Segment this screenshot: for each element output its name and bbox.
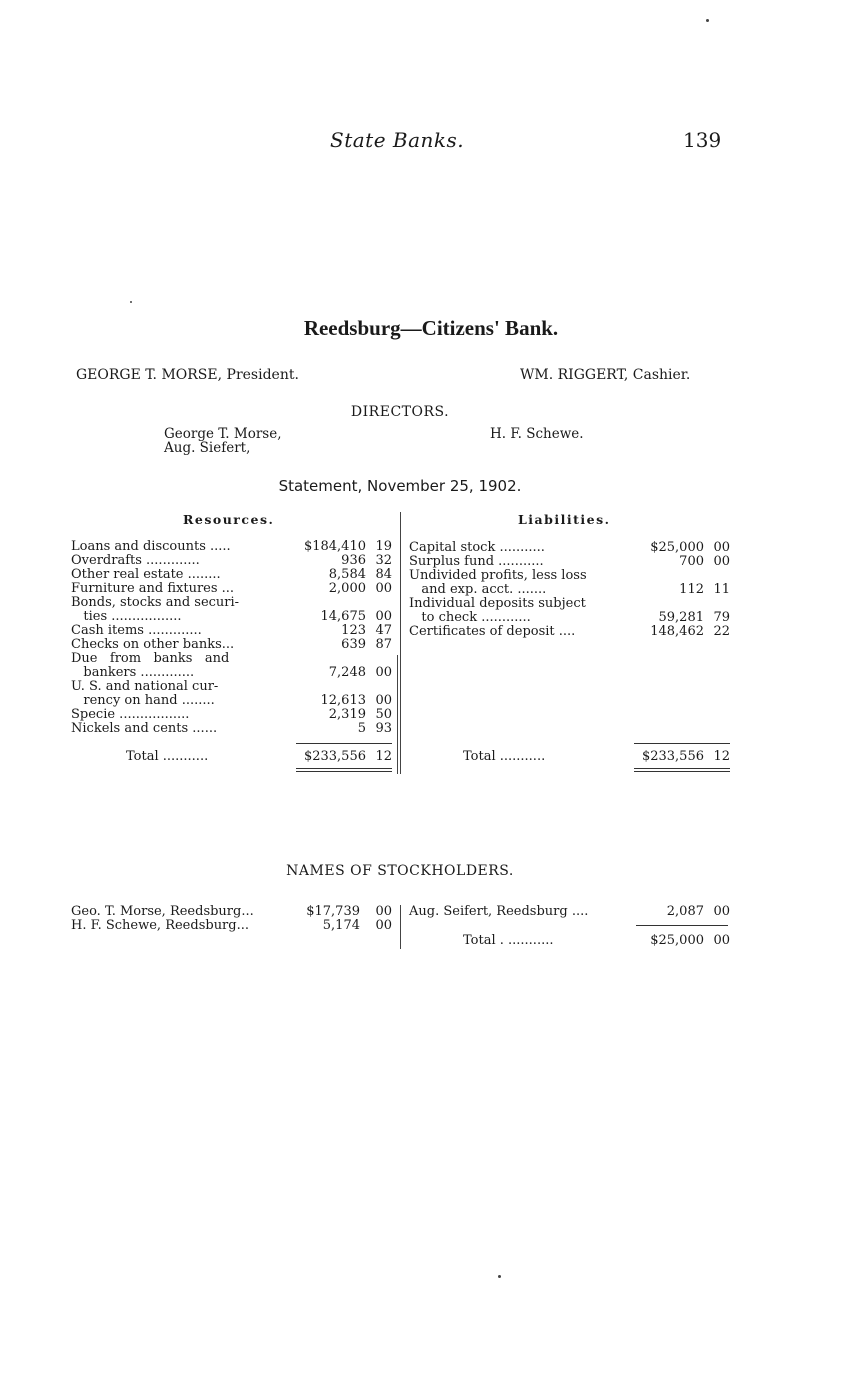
resource-cents: 32 [375, 553, 392, 568]
liability-label: Individual deposits subject [409, 596, 586, 611]
resource-label: U. S. and national cur- [71, 679, 219, 694]
resource-dollars: 12,613 [320, 693, 366, 708]
stockholder-dollars: $17,739 [306, 904, 360, 919]
liability-dollars: 59,281 [658, 610, 704, 625]
resource-label: ties ................. [71, 609, 182, 624]
stockholder-dollars: 5,174 [322, 918, 360, 933]
liabilities-heading: Liabilities. [518, 512, 611, 527]
resource-label: Specie ................. [71, 707, 190, 722]
sum-rule [636, 925, 728, 926]
director-name: George T. Morse, [164, 426, 282, 442]
column-divider [400, 512, 401, 774]
resources-total-dollars: $233,556 [303, 749, 366, 764]
liabilities-total-label: Total ........... [463, 749, 546, 764]
directors-heading: DIRECTORS. [350, 404, 450, 420]
liability-dollars: $25,000 [650, 540, 704, 555]
stockholder-cents: 00 [713, 904, 730, 919]
liabilities-total-dollars: $233,556 [641, 749, 704, 764]
liability-dollars: 700 [679, 554, 704, 569]
stockholder-label: H. F. Schewe, Reedsburg... [71, 918, 249, 933]
resource-dollars: 8,584 [328, 567, 366, 582]
stockholders-total-dollars: $25,000 [650, 933, 704, 948]
statement-title: Statement, November 25, 1902. [278, 477, 522, 495]
liability-label: Capital stock ........... [409, 540, 545, 555]
liability-cents: 22 [713, 624, 730, 639]
resource-dollars: $184,410 [303, 539, 366, 554]
double-rule [634, 771, 730, 772]
resource-label: rency on hand ........ [71, 693, 215, 708]
stockholder-cents: 00 [375, 904, 392, 919]
liability-label: Certificates of deposit .... [409, 624, 576, 639]
liability-cents: 79 [713, 610, 730, 625]
column-divider [400, 905, 401, 949]
resource-cents: 47 [375, 623, 392, 638]
liability-label: Surplus fund ........... [409, 554, 544, 569]
bank-title: Reedsburg—Citizens' Bank. [303, 316, 559, 340]
liability-dollars: 112 [679, 582, 704, 597]
president-name: GEORGE T. MORSE, President. [76, 367, 299, 383]
resource-label: Loans and discounts ..... [71, 539, 231, 554]
resource-dollars: 639 [341, 637, 366, 652]
liability-cents: 00 [713, 554, 730, 569]
running-head: State Banks. [330, 128, 465, 152]
liability-cents: 00 [713, 540, 730, 555]
resource-label: Bonds, stocks and securi- [71, 595, 240, 610]
resource-label: Checks on other banks... [71, 637, 235, 652]
cashier-name: WM. RIGGERT, Cashier. [520, 367, 691, 383]
resource-label: Furniture and fixtures ... [71, 581, 235, 596]
sum-rule [296, 743, 392, 744]
resource-dollars: 2,000 [328, 581, 366, 596]
page-number: 139 [683, 128, 722, 152]
liability-cents: 11 [713, 582, 730, 597]
double-rule [634, 768, 730, 769]
double-rule [296, 771, 392, 772]
resource-dollars: 2,319 [328, 707, 366, 722]
liabilities-total-cents: 12 [713, 749, 730, 764]
scan-speck [706, 19, 709, 22]
resource-label: Other real estate ........ [71, 567, 221, 582]
resource-label: Nickels and cents ...... [71, 721, 218, 736]
director-name: Aug. Siefert, [164, 440, 251, 456]
scan-speck [498, 1275, 501, 1278]
resource-dollars: 5 [357, 721, 366, 736]
stockholder-dollars: 2,087 [666, 904, 704, 919]
director-name: H. F. Schewe. [490, 426, 584, 442]
resource-cents: 93 [375, 721, 392, 736]
stockholder-cents: 00 [375, 918, 392, 933]
resource-cents: 87 [375, 637, 392, 652]
double-rule [296, 768, 392, 769]
resource-label: bankers ............. [71, 665, 195, 680]
resource-dollars: 123 [341, 623, 366, 638]
stockholders-total-label: Total . ........... [463, 933, 554, 948]
resource-cents: 00 [375, 693, 392, 708]
stockholder-label: Aug. Seifert, Reedsburg .... [409, 904, 589, 919]
liability-label: to check ............ [409, 610, 531, 625]
resource-dollars: 14,675 [320, 609, 366, 624]
resource-cents: 50 [375, 707, 392, 722]
resource-dollars: 7,248 [328, 665, 366, 680]
liability-dollars: 148,462 [650, 624, 704, 639]
stockholders-total-cents: 00 [713, 933, 730, 948]
resource-dollars: 936 [341, 553, 366, 568]
liability-label: Undivided profits, less loss [409, 568, 587, 583]
scan-speck [130, 301, 132, 303]
resource-label: Overdrafts ............. [71, 553, 200, 568]
sum-rule [634, 743, 730, 744]
resource-cents: 00 [375, 581, 392, 596]
resource-cents: 00 [375, 609, 392, 624]
resources-heading: Resources. [183, 512, 275, 527]
resources-total-cents: 12 [375, 749, 392, 764]
resource-cents: 84 [375, 567, 392, 582]
stockholders-heading: NAMES OF STOCKHOLDERS. [286, 863, 514, 879]
resources-total-label: Total ........... [126, 749, 209, 764]
liability-label: and exp. acct. ....... [409, 582, 547, 597]
resource-label: Due from banks and [71, 651, 230, 666]
stockholder-label: Geo. T. Morse, Reedsburg... [71, 904, 254, 919]
column-divider [397, 655, 398, 774]
resource-cents: 19 [375, 539, 392, 554]
resource-label: Cash items ............. [71, 623, 202, 638]
resource-cents: 00 [375, 665, 392, 680]
